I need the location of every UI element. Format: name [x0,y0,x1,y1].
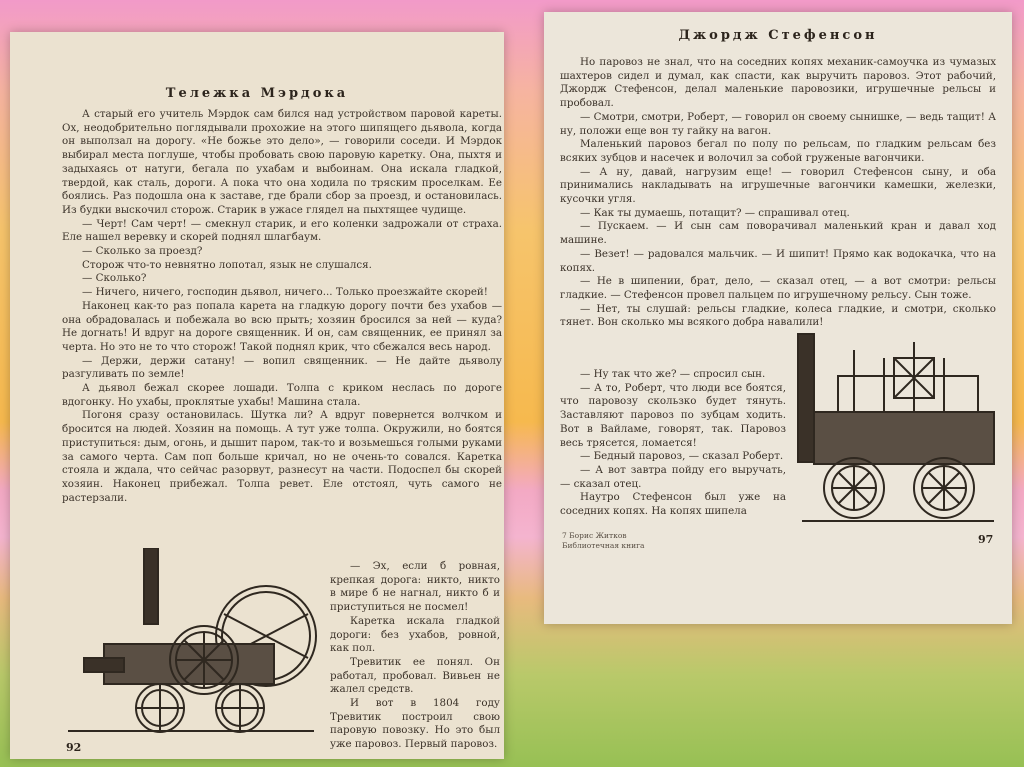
paragraph: — А вот завтра пойду его выручать, — сказал отец. [560,463,786,490]
paragraph: — Везет! — радовался мальчик. — И шипит! Прямо как водокачка, что на копях. [560,247,996,274]
paragraph: — Черт! Сам черт! — смекнул старик, и его коленки задрожали от страха. Еле нашел веревку и скорей поднял шлагбаум. [62,217,502,244]
paragraph: А старый его учитель Мэрдок сам бился над устройством паровой кареты. Ох, неодобрительно поглядывали прохожие на этого шипящего дьявола, когда он выползал на дорогу. «Не божье это дело», — говорили соседи. И Мэрдок выбирал места поглуше, чтобы пробовать свою паровую каретку. Она, пыхтя и задыхаясь от натуги, бегала по ухабам и выбоинам. Она искала гладкой, твердой, как сталь, дороги. А пока что она ходила по тряским проселкам. Ее боялись. Раз подошла она к заставе, где брали сбор за проезд, и остановилась. Из будки выскочил сторож. Старик в ужасе глядел на пыхтящее чудище. [62,108,502,216]
paragraph: — А то, Роберт, что люди все боятся, что паровозу скользко будет тянуть. Заставляют паровоз по зубцам ходить. Вот в Вайламе, говорят, так. Паровоз весь трясется, ломается! [560,381,786,449]
paragraph: — Бедный паровоз, — сказал Роберт. [580,450,784,463]
right-page-body [560,56,996,330]
page-number: 92 [66,741,82,754]
paragraph: Тревитик ее понял. Он работал, пробовал. Вивьен не жалел средств. [330,655,500,696]
paragraph: — Смотри, смотри, Роберт, — говорил он своему сынишке, — ведь тащит! А ну, положи еще вон ту гайку на вагон. [560,110,996,137]
paragraph: Маленький паровоз бегал по полу по рельсам, по гладким рельсам без всяких зубцов и насечек и волочил за собой груженые вагончики. [560,138,996,164]
paragraph: Каретка искала гладкой дороги: без ухабов, ровной, как пол. [330,614,500,655]
paragraph: Наконец как-то раз попала карета на гладкую дорогу почти без ухабов — она обрадовалась и побежала во всю прыть; хозяин бросился за ней — куда? Не догнать! И вдруг на дороге священник. И он, сам священник, ее принял за черта. Но это не то что сторож! Такой поднял крик, что сбежался весь народ. [62,299,502,353]
paragraph: А дьявол бежал скорее лошади. Толпа с криком неслась по дороге вдогонку. Но ухабы, проклятые ухабы! Машина стала. [62,382,502,408]
left-page-body [62,108,502,505]
footnote-author: 7 Борис Житков [562,531,627,540]
paragraph: — Ничего, ничего, господин дьявол, ничего... Только проезжайте скорей! [82,286,488,299]
paragraph: — Сколько за проезд? [82,245,203,258]
paragraph: — Сколько? [82,272,147,285]
footnote [562,531,645,551]
trevithick-locomotive-illustration [64,548,320,744]
left-page-side-column [330,560,500,752]
left-book-page [10,32,504,759]
paragraph: — Нет, ты слушай: рельсы гладкие, колеса гладкие, и смотри, сколько тянет. Вон сколько мы всякого добра навалили! [560,302,996,329]
right-page-title: Джордж Стефенсон [678,28,878,43]
left-page-title: Тележка Мэрдока [165,86,349,101]
paragraph: — Ну так что же? — спросил сын. [580,368,766,380]
paragraph: — Держи, держи сатану! — вопил священник. — Не дайте дьяволу разгуливать по земле! [62,354,502,381]
page-number: 97 [978,533,994,546]
paragraph: — Эх, если б ровная, крепкая дорога: никто, никто в мире б не нагнал, никто б и приступиться не посмел! [330,560,500,614]
paragraph: Сторож что-то невнятно лопотал, язык не слушался. [82,258,372,271]
paragraph: Наутро Стефенсон был уже на соседних копях. На копях шипела [560,491,786,518]
stephenson-locomotive-illustration [794,328,1000,524]
paragraph: — Пускаем. — И сын сам поворачивал маленький кран и давал ход машине. [560,220,996,247]
paragraph: — Не в шипении, брат, дело, — сказал отец, — а вот смотри: рельсы гладкие. — Стефенсон провел пальцем по игрушечному рельсу. Сын тоже. [560,275,996,301]
paragraph: Погоня сразу остановилась. Шутка ли? А вдруг повернется волчком и бросится на людей. Хозяин на помощь. А тут уже толпа. Окружили, но боятся приступиться: дым, огонь, и дышит паром, так-то и возьмешься голыми руками за самого черта. Сам поп больше кричал, но не очень-то совался. Каретка стояла и ждала, что сейчас разорвут, разнесут на части. Подоспел бы скорей хозяин. Наконец прибежал. Толпа ревет. Еле отстоял, чуть самого не растерзали. [62,409,502,504]
paragraph: — А ну, давай, нагрузим еще! — говорил Стефенсон сыну, и оба принимались накладывать на игрушечные вагончики камешки, железки, кусочки угля. [560,165,996,206]
right-book-page [544,12,1012,624]
paragraph: И вот в 1804 году Тревитик построил свою паровую повозку. Но это был уже паровоз. Первый паровоз. [330,697,500,751]
paragraph: Но паровоз не знал, что на соседних копях механик-самоучка из чумазых шахтеров сидел и думал, как спасти, как выручить паровоз. Этот рабочий, Джордж Стефенсон, делал маленькие паровозики, игрушечные рельсы и пробовал. [560,56,996,110]
right-page-side-column [560,368,786,519]
footnote-note: Библиотечная книга [562,541,645,550]
paragraph: — Как ты думаешь, потащит? — спрашивал отец. [580,206,850,219]
